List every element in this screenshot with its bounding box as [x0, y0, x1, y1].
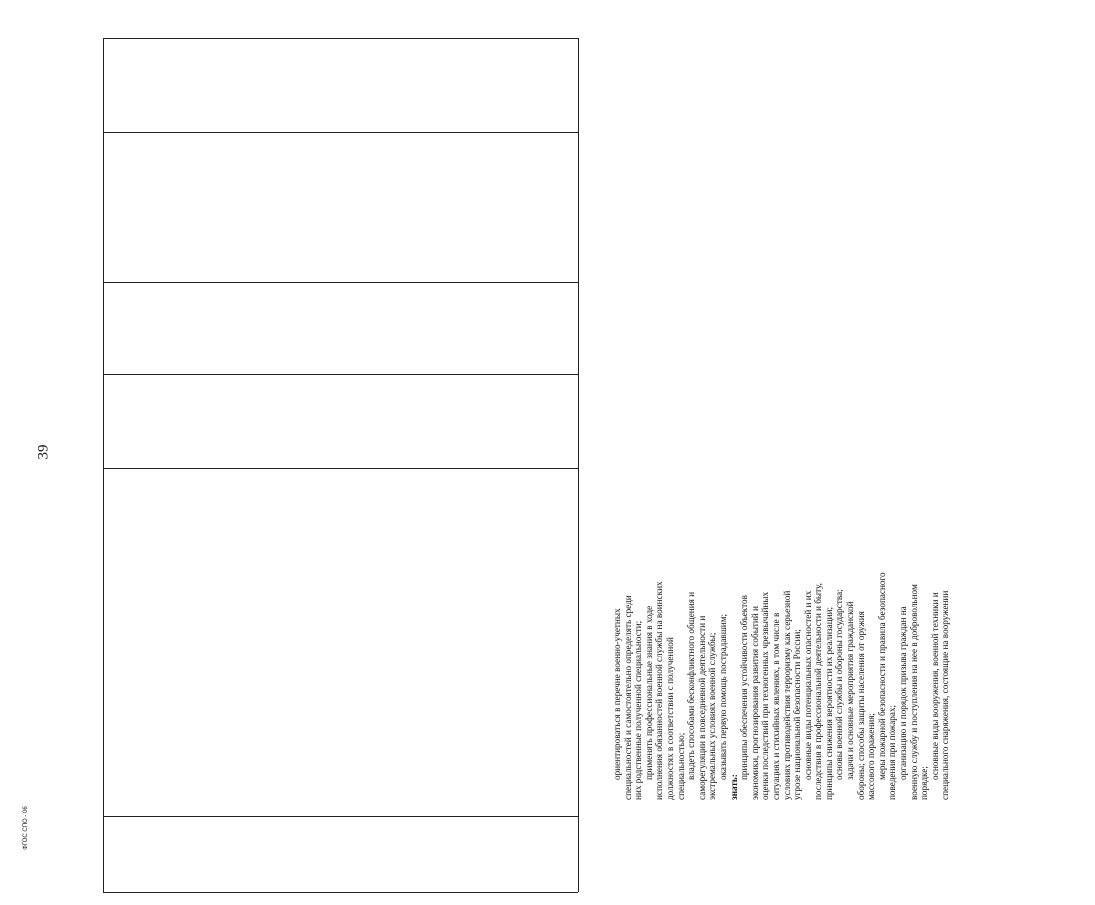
text-line: ориентироваться в перечне военно-учетных	[612, 608, 622, 780]
text-line: исполнения обязанностей военной службы на воинских	[654, 581, 665, 800]
text-line: оказывать первую помощь пострадавшим;	[717, 613, 728, 780]
text-line: задачи и основные мероприятия гражданской	[845, 601, 856, 780]
table-cell-content	[612, 405, 1095, 800]
text-line: ситуациях и стихийных явлениях, в том числе в	[770, 612, 781, 800]
text-line: специальностью;	[675, 732, 686, 800]
text-line: специальностей и самостоятельно определять среди	[622, 595, 633, 800]
text-line: основные виды вооружения, военной техники и	[929, 592, 940, 780]
text-line: порядке;	[919, 766, 930, 800]
table-divider-4	[103, 468, 578, 469]
text-line: саморегуляции в повседневной деятельности и	[696, 615, 707, 800]
text-line: принципы снижения вероятности их реализации;	[823, 606, 834, 800]
text-line: основы военной службы и обороны государства;	[834, 589, 845, 780]
footer-code: ФГОС СПО - 06	[23, 806, 29, 850]
table-border-bottom	[103, 892, 578, 893]
table-divider-5	[103, 816, 578, 817]
table-border-left	[103, 38, 104, 892]
text-line: применять профессиональные знания в ходе	[643, 605, 654, 780]
page-number: 39	[35, 444, 52, 460]
text-line: основные виды потенциальных опасностей и их	[802, 590, 813, 780]
text-line: должностях в соответствии с полученной	[664, 637, 675, 800]
table-divider-2	[103, 282, 578, 283]
text-line: оценки последствий при техногенных чрезвычайных	[760, 591, 771, 800]
table-divider-1	[103, 132, 578, 133]
text-line: экстремальных условиях военной службы;	[707, 632, 718, 800]
text-line: организацию и порядок призыва граждан на	[898, 606, 909, 780]
table-border-top	[103, 38, 578, 39]
text-line: условиях противодействия терроризму как серьезной	[781, 590, 792, 800]
text-line: знать:	[728, 774, 739, 800]
text-line: экономики, прогнозирования развития событий и	[749, 606, 760, 800]
text-line: массового поражения;	[866, 713, 877, 800]
table-border-right	[578, 38, 579, 892]
text-line: меры пожарной безопасности и правила безопасного	[876, 572, 887, 780]
table-divider-3	[103, 374, 578, 375]
text-line: владеть способами бесконфликтного общения и	[686, 591, 697, 780]
text-line: угрозе национальной безопасности России;	[792, 629, 803, 800]
text-line: поведения при пожарах;	[887, 704, 898, 800]
text-line: принципы обеспечения устойчивости объектов	[739, 595, 750, 780]
text-line: обороны; способы защиты населения от оружия	[855, 611, 866, 800]
text-line: специального снаряжения, состоящие на вооружении	[940, 590, 951, 800]
text-line: последствия в профессиональной деятельности и быту,	[813, 583, 824, 800]
text-line: них родственные полученной специальности;	[633, 620, 644, 800]
text-line: военную службу и поступления на нее в добровольном	[908, 584, 919, 800]
